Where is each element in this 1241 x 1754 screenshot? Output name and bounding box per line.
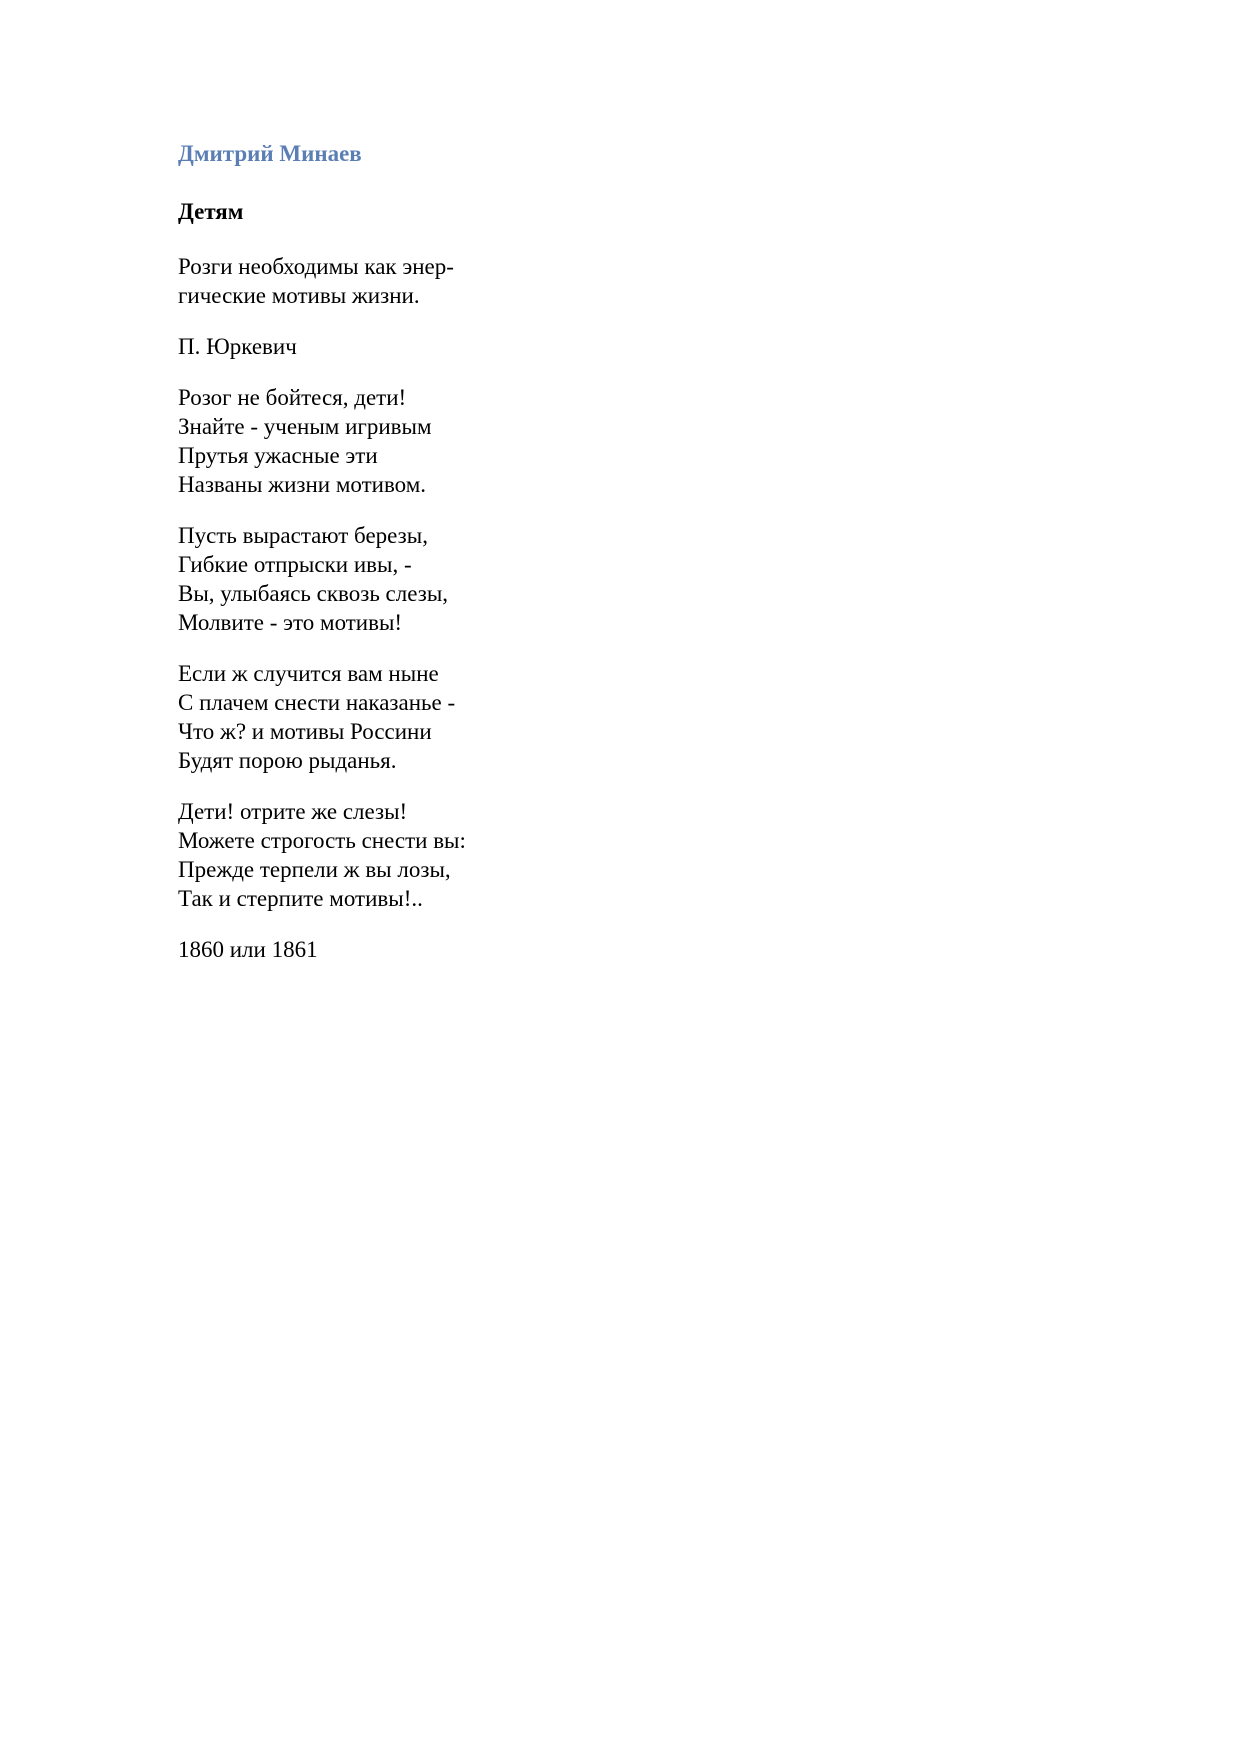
date-block — [178, 935, 878, 964]
epigraph — [178, 252, 878, 310]
author-name: Дмитрий Минаев — [178, 141, 362, 166]
verse-line: Что ж? и мотивы Россини — [178, 719, 432, 744]
poem-title: Детям — [178, 199, 244, 224]
verse-line: Пусть вырастают березы, — [178, 523, 428, 548]
verse-line: Будят порою рыданья. — [178, 748, 397, 773]
epigraph-line: Розги необходимы как энер- — [178, 254, 454, 279]
verse-line: Прежде терпели ж вы лозы, — [178, 857, 451, 882]
verse-line: С плачем снести наказанье - — [178, 690, 456, 715]
stanza-4 — [178, 797, 878, 913]
verse-line: Вы, улыбаясь сквозь слезы, — [178, 581, 449, 606]
stanza-2 — [178, 521, 878, 637]
verse-line: Прутья ужасные эти — [178, 443, 378, 468]
epigraph-attribution: П. Юркевич — [178, 334, 297, 359]
verse-line: Можете строгость снести вы: — [178, 828, 466, 853]
verse-line: Гибкие отпрыски ивы, - — [178, 552, 412, 577]
stanza-3 — [178, 659, 878, 775]
verse-line: Если ж случится вам ныне — [178, 661, 439, 686]
verse-line: Розог не бойтеся, дети! — [178, 385, 407, 410]
verse-line: Названы жизни мотивом. — [178, 472, 427, 497]
document-content — [178, 136, 878, 964]
epigraph-attribution-block — [178, 332, 878, 361]
stanza-1 — [178, 383, 878, 499]
verse-line: Молвите - это мотивы! — [178, 610, 403, 635]
epigraph-line: гические мотивы жизни. — [178, 283, 420, 308]
verse-line: Знайте - ученым игривым — [178, 414, 432, 439]
poem-date: 1860 или 1861 — [178, 937, 318, 962]
verse-line: Так и стерпите мотивы!.. — [178, 886, 423, 911]
verse-line: Дети! отрите же слезы! — [178, 799, 408, 824]
